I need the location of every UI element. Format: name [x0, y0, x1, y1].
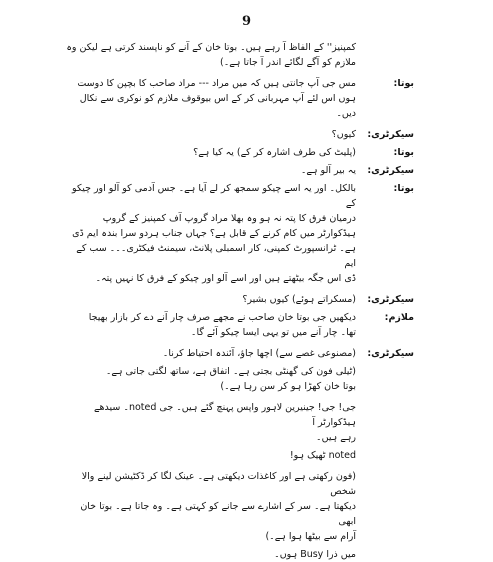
dialogue-text: (پلیٹ کی طرف اشارہ کر کے) یہ کیا ہے؟ [193, 147, 356, 158]
speaker-label: بوتا: [393, 183, 414, 194]
dialogue-text: کمپنیز'' کے الفاظ آ رہے ہیں۔ بوتا خان کے آنے کو ناپسند کرتی ہے لیکن وہ ملازم کو آگے لگائے اندر آ جاتا ہے۔) [66, 42, 356, 68]
dialogue-line [64, 181, 414, 286]
dialogue-text: (مصنوعی غصے سے) اچھا جاؤ، آئندہ احتیاط کرنا۔ [162, 348, 356, 359]
speaker-label: سیکرٹری: [367, 165, 414, 176]
dialogue-line [64, 127, 414, 142]
dialogue-text: یہ بیر آلو ہے۔ [300, 165, 356, 176]
dialogue-line [64, 547, 414, 562]
dialogue-text: مس جی آپ جانتی ہیں کہ میں مراد --- مراد صاحب کا بچپن کا دوست ہوں اس لئے آپ مہربانی کر کے اس بیوقوف ملازم کو نوکری سے نکال دیں۔ [77, 78, 356, 119]
dialogue-line [64, 448, 414, 463]
dialogue-line [64, 163, 414, 178]
script-body [64, 40, 414, 560]
dialogue-line [64, 292, 414, 307]
dialogue-line [64, 76, 414, 121]
dialogue-text: دیکھیں جی بوتا خان صاحب نے مجھے صرف چار آنے دے کر بازار بھیجا تھا۔ چار آنے میں تو یہی ایسا چیکو آئے گا۔ [88, 312, 356, 338]
stage-direction [64, 364, 414, 394]
speaker-label: ملازم: [384, 312, 414, 323]
dialogue-line [64, 145, 414, 160]
page-number: 9 [241, 14, 252, 29]
dialogue-text: کیوں؟ [331, 129, 356, 140]
dialogue-text: میں ذرا Busy ہوں۔ [274, 549, 356, 560]
dialogue-text: (فون رکھتی ہے اور کاغذات دیکھتی ہے۔ عینک لگا کر ڈکٹیشن لینے والا شخص دیکھتا ہے۔ سر کے اشارے سے جانے کو کہتی ہے۔ وہ جاتا ہے۔ بوتا خان ابھی آرام سے بیٹھا ہوا ہے۔) [80, 471, 356, 542]
dialogue-text: بالکل۔ اور یہ اسے چیکو سمجھ کر لے آیا ہے۔ جس آدمی کو آلو اور چیکو کے درمیان فرق کا پتہ نہ ہو وہ بھلا مراد گروپ آف کمپنیز کے گروپ ہیڈکوارٹر میں کام کرنے کے قابل ہے؟ جہاں جناب ہردو سرا بندہ ایم ڈی ہے۔ ٹرانسپورٹ کمپنی، کار اسمبلی پلانٹ، سیمنٹ فیکٹری۔۔۔ سب کے ایم ڈی اس جگہ بیٹھتے ہیں اور اسے آلو اور چیکو کے فرق کا نہیں پتہ۔ [72, 183, 356, 284]
dialogue-text: (ٹیلی فون کی گھنٹی بجتی ہے۔ اتفاق ہے، ساتھ لگتی جاتی ہے۔ بوتا خان کھڑا ہو کر سن رہا ہے۔) [105, 366, 356, 392]
dialogue-line [64, 346, 414, 361]
dialogue-text: جی! جی! جینیرین لاہور واپس پہنچ گئے ہیں۔ جی noted۔ سیدھے ہیڈکوارٹر آ رہے ہیں۔ [93, 402, 356, 443]
dialogue-line [64, 310, 414, 340]
speaker-label: بوتا: [393, 147, 414, 158]
speaker-label: سیکرٹری: [367, 294, 414, 305]
dialogue-text: (مسکراتے ہوئے) کیوں بشیر؟ [242, 294, 356, 305]
speaker-label: بوتا: [393, 78, 414, 89]
stage-direction [64, 469, 414, 544]
dialogue-text: noted ٹھیک ہو! [289, 450, 356, 461]
stage-direction [64, 40, 414, 70]
speaker-label: سیکرٹری: [367, 348, 414, 359]
speaker-label: سیکرٹری: [367, 129, 414, 140]
dialogue-line [64, 400, 414, 445]
